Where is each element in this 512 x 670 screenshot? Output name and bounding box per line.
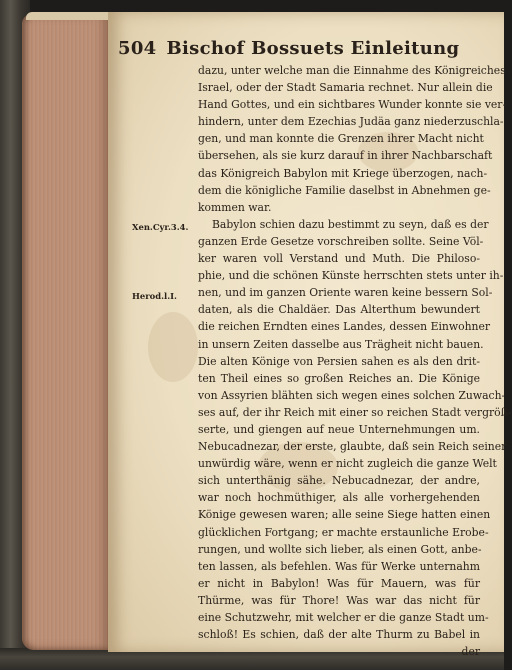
text-line: rungen, und wollte sich lieber, als einen Gott, anbe-	[198, 542, 482, 556]
foxing-spot	[148, 312, 198, 382]
text-line: Nebucadnezar, der erste, glaubte, daß sein Reich seiner	[198, 440, 507, 454]
text-line: glücklichen Fortgang; er machte erstaunliche Erobe-	[198, 525, 489, 539]
text-line: unwürdig wäre, wenn er nicht zugleich die ganze Welt	[198, 457, 497, 471]
text-line: Thürme, was für Thore! Was war das nicht für	[198, 593, 480, 607]
page-top-edge	[26, 12, 110, 20]
text-line: hindern, unter dem Ezechias Judäa ganz niederzuschla-	[198, 115, 504, 129]
text-line: übersehen, als sie kurz darauf in ihrer Nachbarschaft	[198, 149, 493, 163]
text-line: Die alten Könige von Persien sahen es als den drit-	[198, 354, 480, 368]
text-line: Babylon schien dazu bestimmt zu seyn, daß es der	[212, 217, 489, 231]
text-line: sich unterthänig sähe. Nebucadnezar, der andre,	[198, 474, 480, 488]
margin-note: Herod.l.I.	[132, 291, 177, 301]
text-line: ses auf, der ihr Reich mit einer so reichen Stadt vergröß-	[198, 405, 512, 419]
text-line: von Assyrien blähten sich wegen eines solchen Zuwach-	[198, 388, 506, 402]
text-line: das Königreich Babylon mit Kriege überzogen, nach-	[198, 166, 488, 180]
page-number: 504	[118, 38, 157, 59]
text-line: kommen war.	[198, 200, 272, 214]
text-line: ten Theil eines so großen Reiches an. Die Könige	[198, 371, 480, 385]
text-line: in unsern Zeiten dasselbe aus Trägheit nicht bauen.	[198, 337, 484, 351]
text-line: ten lassen, als befehlen. Was für Werke unternahm	[198, 559, 480, 573]
text-line: Hand Gottes, und ein sichtbares Wunder konnte sie ver-	[198, 98, 507, 112]
text-line: ker waren voll Verstand und Muth. Die Philoso-	[198, 252, 480, 266]
catchword: der	[461, 645, 480, 659]
text-line: serte, und giengen auf neue Unternehmungen um.	[198, 422, 480, 436]
text-line: gen, und man konnte die Grenzen ihrer Macht nicht	[198, 132, 484, 146]
text-line: daten, als die Chaldäer. Das Alterthum bewundert	[198, 303, 480, 317]
text-line: er nicht in Babylon! Was für Mauern, was für	[198, 576, 480, 590]
text-line: schloß! Es schien, daß der alte Thurm zu Babel in	[198, 628, 480, 642]
running-header	[118, 38, 459, 59]
margin-note: Xen.Cyr.3.4.	[132, 222, 189, 232]
text-line: war noch hochmüthiger, als alle vorhergehenden	[198, 491, 480, 505]
text-line: Könige gewesen waren; alle seine Siege hatten einen	[198, 508, 491, 522]
body-text	[198, 62, 512, 660]
text-line: nen, und im ganzen Oriente waren keine bessern Sol-	[198, 286, 493, 300]
text-line: ganzen Erde Gesetze vorschreiben sollte. Seine Völ-	[198, 234, 484, 248]
running-head-title: Bischof Bossuets Einleitung	[166, 38, 460, 59]
text-line: Israel, oder der Stadt Samaria rechnet. Nur allein die	[198, 81, 493, 95]
text-line: dazu, unter welche man die Einnahme des Königreiches	[198, 64, 506, 77]
text-line: dem die königliche Familie daselbst in Abnehmen ge-	[198, 183, 491, 197]
page-fore-edge	[22, 14, 110, 650]
text-line: eine Schutzwehr, mit welcher er die ganze Stadt um-	[198, 611, 489, 624]
text-line: die reichen Erndten eines Landes, dessen Einwohner	[198, 320, 491, 334]
text-line: phie, und die schönen Künste herrschten stets unter ih-	[198, 269, 504, 283]
